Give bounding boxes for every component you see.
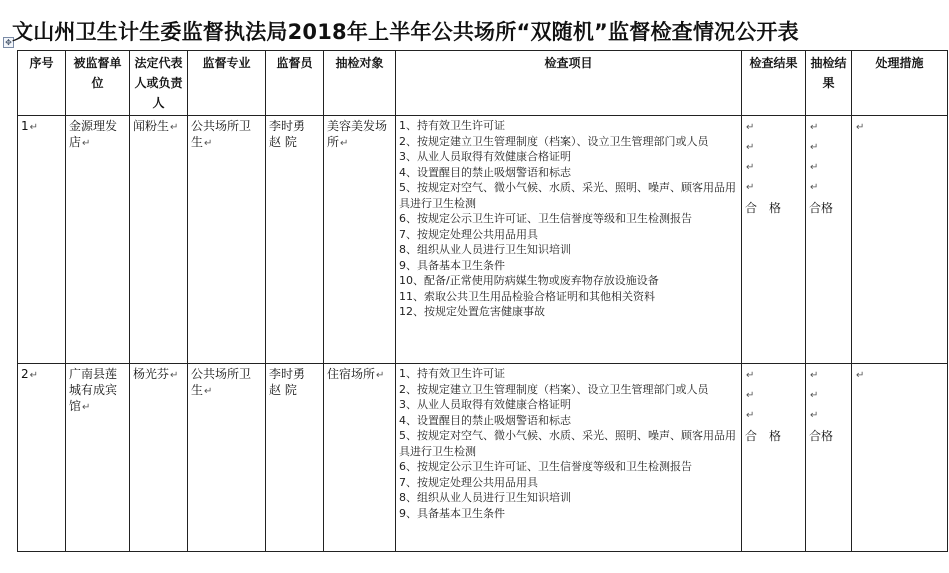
return-arrow-icon: ↵	[810, 122, 819, 133]
sample-result-text: 合格	[809, 429, 834, 443]
cell-inspectors[interactable]	[266, 116, 324, 364]
cell-measures[interactable]	[852, 364, 948, 552]
cell-check-result[interactable]	[742, 116, 806, 364]
list-item: 10、配备/正常使用防病媒生物或废弃物存放设施设备	[399, 274, 659, 287]
list-item: 5、按规定对空气、微小气候、水质、采光、照明、噪声、顾客用品用具进行卫生检测	[399, 181, 736, 210]
cell-measures[interactable]	[852, 116, 948, 364]
return-arrow-icon: ↵	[810, 142, 819, 153]
list-item: 9、具备基本卫生条件	[399, 506, 505, 520]
header-inspector: 监督员	[266, 51, 324, 116]
header-no: 序号	[18, 51, 66, 116]
return-arrow-icon: ↵	[170, 122, 179, 133]
cell-rep[interactable]: 闻粉生↵	[130, 116, 188, 364]
table-row	[18, 364, 948, 552]
cell-sample-result[interactable]	[806, 364, 852, 552]
list-item: 3、从业人员取得有效健康合格证明	[399, 150, 571, 163]
inspection-table	[17, 50, 948, 552]
list-item: 2、按规定建立卫生管理制度（档案）、设立卫生管理部门或人员	[399, 382, 709, 396]
list-item: 6、按规定公示卫生许可证、卫生信誉度等级和卫生检测报告	[399, 460, 692, 473]
return-arrow-icon: ↵	[82, 138, 91, 149]
return-arrow-icon: ↵	[810, 182, 819, 193]
cell-object[interactable]: 住宿场所↵	[324, 364, 396, 552]
table-move-handle-icon[interactable]: ✥	[3, 37, 14, 48]
cell-inspectors[interactable]	[266, 364, 324, 552]
list-item: 5、按规定对空气、微小气候、水质、采光、照明、噪声、顾客用品用具进行卫生检测	[399, 429, 736, 458]
check-result-text: 合 格	[745, 429, 782, 443]
header-items: 检查项目	[396, 51, 742, 116]
return-arrow-icon: ↵	[746, 142, 755, 153]
return-arrow-icon: ↵	[29, 122, 39, 133]
cell-no[interactable]: 1↵	[18, 116, 66, 364]
inspector-name: 李时勇	[269, 119, 306, 133]
list-item: 6、按规定公示卫生许可证、卫生信誉度等级和卫生检测报告	[399, 212, 692, 225]
return-arrow-icon: ↵	[746, 390, 755, 401]
return-arrow-icon: ↵	[810, 370, 819, 381]
header-specialty: 监督专业	[188, 51, 266, 116]
list-item: 2、按规定建立卫生管理制度（档案）、设立卫生管理部门或人员	[399, 134, 709, 148]
header-object: 抽检对象	[324, 51, 396, 116]
cell-check-result[interactable]	[742, 364, 806, 552]
header-sample-result: 抽检结果	[806, 51, 852, 116]
list-item: 7、按规定处理公共用品用具	[399, 227, 538, 241]
return-arrow-icon: ↵	[746, 182, 755, 193]
header-unit: 被监督单位	[66, 51, 130, 116]
return-arrow-icon: ↵	[810, 390, 819, 401]
return-arrow-icon: ↵	[746, 162, 755, 173]
cell-sample-result[interactable]	[806, 116, 852, 364]
list-item: 1、持有效卫生许可证	[399, 119, 505, 132]
inspector-name: 李时勇	[269, 367, 306, 381]
cell-items[interactable]	[396, 364, 742, 552]
cell-unit[interactable]: 广南县莲城有成宾馆↵	[66, 364, 130, 552]
return-arrow-icon: ↵	[746, 122, 755, 133]
cell-rep[interactable]: 杨光芬↵	[130, 364, 188, 552]
list-item: 3、从业人员取得有效健康合格证明	[399, 398, 571, 411]
list-item: 9、具备基本卫生条件	[399, 258, 505, 272]
check-result-text: 合 格	[745, 201, 782, 215]
cell-specialty[interactable]: 公共场所卫生↵	[188, 116, 266, 364]
inspector-name: 赵 院	[269, 383, 297, 397]
table-row	[18, 116, 948, 364]
header-measures: 处理措施	[852, 51, 948, 116]
return-arrow-icon: ↵	[746, 410, 755, 421]
return-arrow-icon: ↵	[204, 138, 213, 149]
cell-unit[interactable]: 金源理发店↵	[66, 116, 130, 364]
return-arrow-icon: ↵	[170, 370, 179, 381]
list-item: 1、持有效卫生许可证	[399, 367, 505, 380]
return-arrow-icon: ↵	[376, 370, 385, 381]
return-arrow-icon: ↵	[856, 122, 865, 133]
return-arrow-icon: ↵	[810, 410, 819, 421]
return-arrow-icon: ↵	[746, 370, 755, 381]
header-rep: 法定代表人或负责人	[130, 51, 188, 116]
list-item: 4、设置醒目的禁止吸烟警语和标志	[399, 165, 571, 179]
list-item: 4、设置醒目的禁止吸烟警语和标志	[399, 413, 571, 427]
return-arrow-icon: ↵	[856, 370, 865, 381]
cell-items[interactable]	[396, 116, 742, 364]
header-check-result: 检查结果	[742, 51, 806, 116]
return-arrow-icon: ↵	[82, 402, 91, 413]
list-item: 11、索取公共卫生用品检验合格证明和其他相关资料	[399, 289, 655, 303]
list-item: 8、组织从业人员进行卫生知识培训	[399, 243, 571, 256]
list-item: 12、按规定处置危害健康事故	[399, 305, 545, 318]
return-arrow-icon: ↵	[29, 370, 39, 381]
cell-object[interactable]: 美容美发场所↵	[324, 116, 396, 364]
cell-specialty[interactable]: 公共场所卫生↵	[188, 364, 266, 552]
header-row	[18, 51, 948, 116]
list-item: 7、按规定处理公共用品用具	[399, 475, 538, 489]
return-arrow-icon: ↵	[204, 386, 213, 397]
cell-no[interactable]: 2↵	[18, 364, 66, 552]
sample-result-text: 合格	[809, 201, 834, 215]
list-item: 8、组织从业人员进行卫生知识培训	[399, 491, 571, 504]
return-arrow-icon: ↵	[340, 138, 349, 149]
inspector-name: 赵 院	[269, 135, 297, 149]
page-title: 文山州卫生计生委监督执法局2018年上半年公共场所“双随机”监督检查情况公开表	[12, 20, 799, 44]
return-arrow-icon: ↵	[810, 162, 819, 173]
